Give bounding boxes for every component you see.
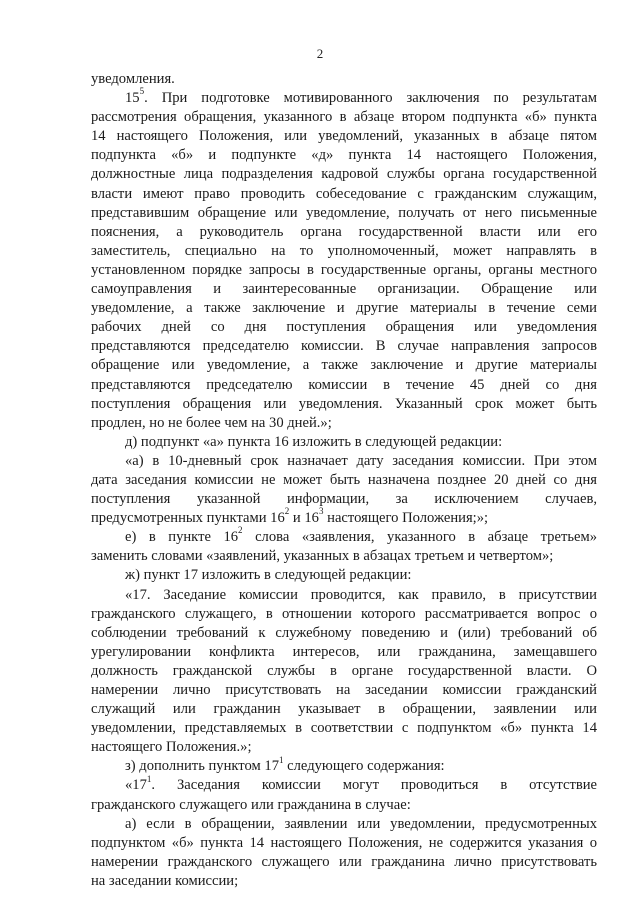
text-fragment: уведомление, а также заключение и другие материалы в течение семи (91, 300, 597, 317)
text-line (91, 70, 597, 89)
text-line (91, 834, 597, 853)
text-fragment: соблюдении требований к служебному поведению и (или) требований об (91, 624, 597, 641)
text-fragment: и 16 (289, 510, 319, 527)
text-line (91, 127, 597, 146)
superscript: 2 (238, 525, 243, 536)
text-line (91, 452, 597, 471)
text-fragment: гражданского служащего, в отношении которого рассматривается вопрос о (91, 605, 597, 622)
text-line (91, 280, 597, 299)
text-fragment: самоуправления и заинтересованные организации. Обращение или (91, 281, 597, 298)
text-fragment: е) в пункте 16 (125, 529, 239, 546)
superscript: 1 (279, 754, 284, 765)
text-line (91, 185, 597, 204)
text-fragment: гражданского служащего или гражданина в случае: (91, 796, 411, 813)
text-line (91, 605, 597, 624)
text-fragment: «17 (125, 777, 147, 794)
text-fragment: рабочих дней со дня поступления обращения или уведомления (91, 319, 597, 336)
text-line (91, 662, 597, 681)
text-fragment: обращение или уведомление, а также заключение и другие материалы (91, 357, 597, 374)
text-line (91, 376, 597, 395)
text-line (91, 738, 597, 757)
text-fragment: «а) в 10-дневный срок назначает дату заседания комиссии. При этом (125, 452, 597, 469)
text-fragment: представившим обращение или уведомление, получать от него письменные (91, 204, 597, 221)
text-line (91, 872, 597, 891)
text-fragment: настоящего Положения.»; (91, 739, 252, 756)
text-fragment: рассмотрения обращения, указанного в абзаце втором подпункта «б» пункта (91, 109, 597, 126)
text-line (91, 719, 597, 738)
text-fragment: уведомления. (91, 71, 175, 87)
text-fragment: должность гражданской службы в органе государственной власти. О (91, 662, 597, 679)
text-fragment: «17. Заседание комиссии проводится, как правило, в присутствии (125, 586, 597, 603)
text-line (91, 643, 597, 662)
text-fragment: представляются председателю комиссии. В случае направления запросов (91, 338, 597, 355)
text-line (91, 318, 597, 337)
text-fragment: подпунктом «б» пункта 14 настоящего Положения, не содержится указания о (91, 834, 597, 851)
text-line (91, 566, 597, 585)
text-fragment: намерении гражданского служащего или гражданина лично присутствовать (91, 853, 597, 870)
text-fragment: власти имеют право проводить собеседование с гражданским служащим, (91, 185, 597, 202)
text-fragment: служащий или гражданин указывает в обращении, заявлении или (91, 701, 597, 718)
text-line (91, 525, 597, 547)
text-line (91, 754, 597, 776)
text-line (91, 414, 597, 433)
text-fragment: 14 настоящего Положения, или уведомлений, указанных в абзаце пятом (91, 128, 597, 145)
text-fragment: установленном порядке запросы в государственные органы, органы местного (91, 261, 597, 278)
text-fragment: продлен, но не более чем на 30 дней.»; (91, 414, 332, 431)
text-line (91, 204, 597, 223)
text-line (91, 337, 597, 356)
text-fragment: ж) пункт 17 изложить в следующей редакции: (125, 567, 412, 584)
text-line (91, 242, 597, 261)
text-line (91, 223, 597, 242)
text-line (91, 681, 597, 700)
text-fragment: поступления обращения или уведомления. Указанный срок может быть (91, 395, 597, 412)
text-fragment: урегулировании конфликта интересов, или гражданина, замещавшего (91, 643, 597, 660)
text-fragment: намерении лично присутствовать на заседании комиссии гражданский (91, 682, 597, 698)
text-fragment: уведомлении, представляемых в соответствии с подпунктом «б» пункта 14 (91, 720, 597, 737)
text-line (91, 471, 597, 490)
text-fragment: . Заседания комиссии могут проводиться в отсутствие (151, 777, 597, 794)
text-fragment: следующего содержания: (283, 758, 445, 775)
text-line (91, 299, 597, 318)
text-fragment: 15 (125, 90, 140, 107)
text-fragment: . При подготовке мотивированного заключения по результатам (144, 90, 597, 107)
text-line (91, 506, 597, 528)
text-fragment: д) подпункт «а» пункта 16 изложить в следующей редакции: (125, 433, 503, 450)
text-line (91, 146, 597, 165)
text-line (91, 108, 597, 127)
text-fragment: пояснения, а руководитель органа государственной власти или его (91, 223, 597, 240)
text-fragment: должностные лица подразделения кадровой службы органа государственной (91, 166, 597, 183)
text-fragment: заменить словами «заявлений, указанных в абзацах третьем и четвертом»; (91, 548, 554, 565)
text-line (91, 165, 597, 184)
text-line (91, 796, 597, 815)
text-line (91, 773, 597, 795)
text-line (91, 624, 597, 643)
text-fragment: представляются председателю комиссии в течение 45 дней со дня (91, 376, 597, 393)
text-fragment: настоящего Положения;»; (323, 510, 489, 527)
text-fragment: дата заседания комиссии не может быть назначена позднее 20 дней со дня (91, 471, 597, 488)
text-line (91, 586, 597, 605)
text-fragment: з) дополнить пунктом 17 (125, 758, 279, 775)
text-line (91, 490, 597, 509)
text-fragment: подпункта «б» и подпункте «д» пункта 14 настоящего Положения, (91, 147, 597, 164)
text-fragment: а) если в обращении, заявлении или уведомлении, предусмотренных (125, 815, 597, 832)
text-line (91, 395, 597, 414)
page-number: 2 (316, 46, 324, 61)
text-fragment: слова «заявления, указанного в абзаце третьем» (242, 529, 597, 546)
text-line (91, 815, 597, 834)
text-line (91, 547, 597, 566)
text-line (91, 261, 597, 280)
superscript: 2 (284, 506, 290, 517)
text-fragment: на заседании комиссии; (91, 872, 239, 889)
text-line (91, 853, 597, 872)
text-fragment: заместитель, специально на то уполномоченный, может направлять в (91, 242, 597, 259)
superscript: 5 (139, 86, 145, 97)
text-line (91, 86, 597, 108)
superscript: 3 (318, 506, 324, 517)
document-body (91, 70, 597, 891)
superscript: 1 (146, 773, 152, 784)
text-line (91, 356, 597, 375)
text-line (91, 433, 597, 452)
text-fragment: предусмотренных пунктами 16 (91, 510, 285, 527)
text-fragment: поступления указанной информации, за исключением случаев, (91, 491, 597, 508)
text-line (91, 700, 597, 719)
